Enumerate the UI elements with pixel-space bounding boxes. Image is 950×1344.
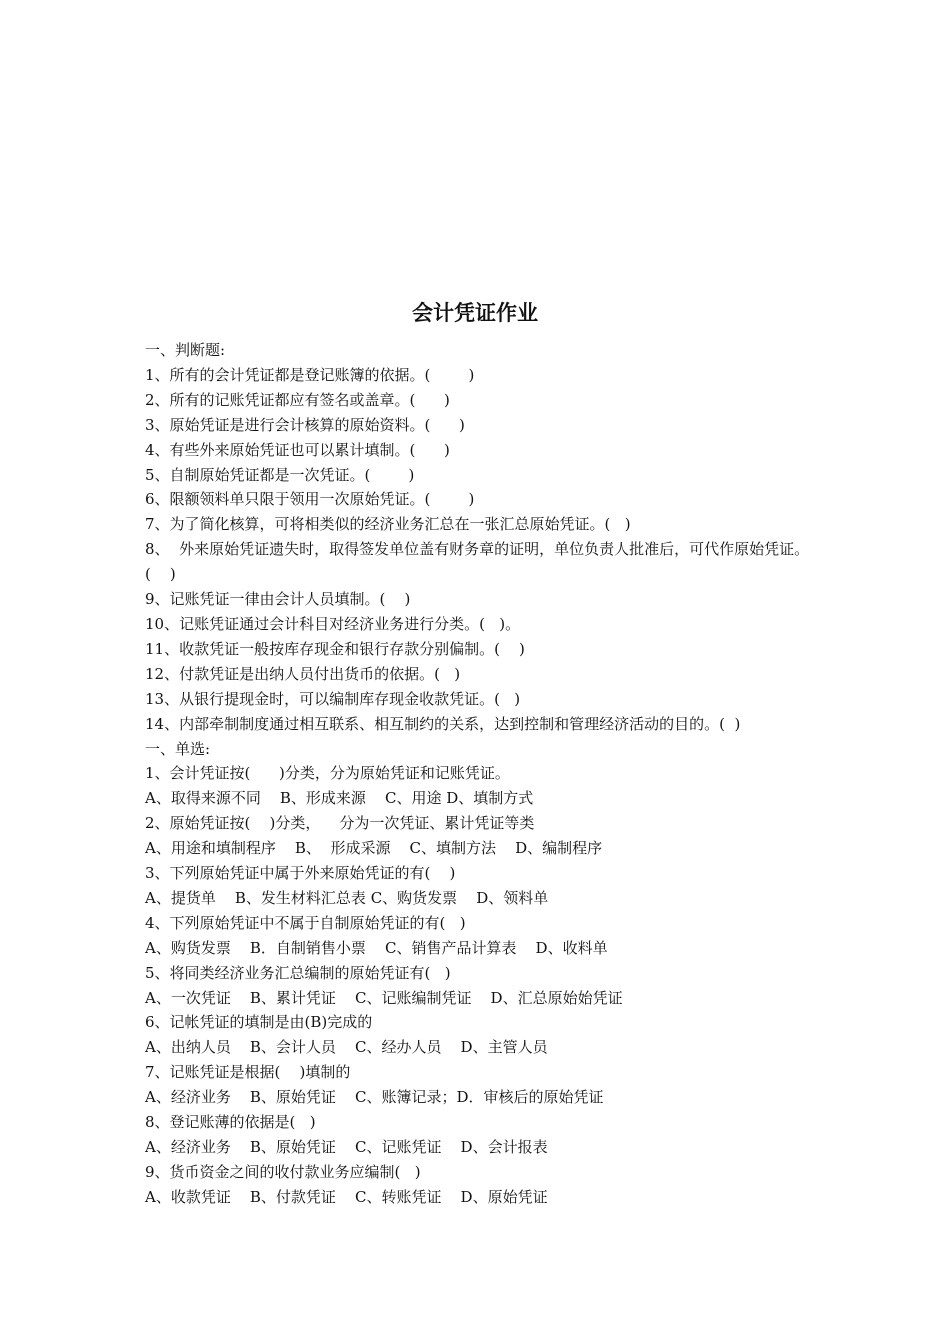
document-line: 13、从银行提现金时，可以编制库存现金收款凭证。( ) — [145, 689, 521, 708]
document-line: A、一次凭证 B、累计凭证 C、记账编制凭证 D、汇总原始始凭证 — [145, 988, 623, 1007]
document-line: 4、有些外来原始凭证也可以累计填制。( ) — [145, 440, 450, 459]
document-title: 会计凭证作业 — [412, 301, 538, 325]
document-line: A、用途和填制程序 B、 形成采源 C、填制方法 D、编制程序 — [145, 839, 603, 858]
document-line: 7、记账凭证是根据( )填制的 — [145, 1063, 351, 1082]
document-line: 8、 外来原始凭证遗失时，取得签发单位盖有财务章的证明，单位负责人批准后，可代作原始凭证。( ) — [145, 540, 810, 584]
document-line: 7、为了简化核算，可将相类似的经济业务汇总在一张汇总原始凭证。( ) — [145, 515, 631, 534]
document-line: A、经济业务 B、原始凭证 C、账簿记录；D．审核后的原始凭证 — [145, 1088, 604, 1107]
document-line: 2、所有的记账凭证都应有签名或盖章。( ) — [145, 390, 450, 409]
document-line: 2、原始凭证按( )分类， 分为一次凭证、累计凭证等类 — [145, 814, 535, 833]
document-line: 6、限额领料单只限于领用一次原始凭证。( ) — [145, 490, 475, 509]
document-line: A、收款凭证 B、付款凭证 C、转账凭证 D、原始凭证 — [145, 1187, 548, 1206]
document-line: A、出纳人员 B、会计人员 C、经办人员 D、主管人员 — [145, 1038, 548, 1057]
document-line: 3、下列原始凭证中属于外来原始凭证的有( ) — [145, 864, 456, 883]
document-line: 3、原始凭证是进行会计核算的原始资料。( ) — [145, 415, 465, 434]
document-line: 8、登记账薄的依据是( ) — [145, 1113, 316, 1132]
document-line: 9、记账凭证一律由会计人员填制。( ) — [145, 590, 411, 609]
document-line: 10、记账凭证通过会计科目对经济业务进行分类。( )。 — [145, 614, 521, 633]
document-line: 12、付款凭证是出纳人员付出货币的依据。( ) — [145, 664, 461, 683]
document-line: 11、收款凭证一般按库存现金和银行存款分别偏制。( ) — [145, 639, 525, 658]
document-line: 6、记帐凭证的填制是由(B)完成的 — [145, 1013, 373, 1032]
document-line: A、经济业务 B、原始凭证 C、记账凭证 D、会计报表 — [145, 1138, 548, 1156]
document-line: A、提货单 B、发生材料汇总表 C、购货发票 D、领料单 — [145, 888, 549, 907]
document-line: 5、将同类经济业务汇总编制的原始凭证有( ) — [145, 963, 451, 982]
document-line: A、取得来源不同 B、形成来源 C、用途 D、填制方式 — [145, 789, 534, 808]
document-line: 5、自制原始凭证都是一次凭证。( ) — [145, 465, 415, 484]
document-line: A、购货发票 B．自制销售小票 C、销售产品计算表 D、收料单 — [145, 938, 608, 957]
document-line: 一、判断题: — [145, 341, 226, 359]
document-line: 一、单选: — [145, 739, 211, 758]
document-body — [145, 338, 810, 1210]
document-line: 14、内部牵制制度通过相互联系、相互制约的关系，达到控制和管理经济活动的目的。( ) — [145, 714, 741, 733]
document-line: 9、货币资金之间的收付款业务应编制( ) — [145, 1162, 421, 1181]
document-line: 1、所有的会计凭证都是登记账簿的依据。( ) — [145, 365, 475, 384]
document-line: 1、会计凭证按( )分类，分为原始凭证和记账凭证。 — [145, 764, 510, 783]
document-line: 4、下列原始凭证中不属于自制原始凭证的有( ) — [145, 913, 466, 932]
